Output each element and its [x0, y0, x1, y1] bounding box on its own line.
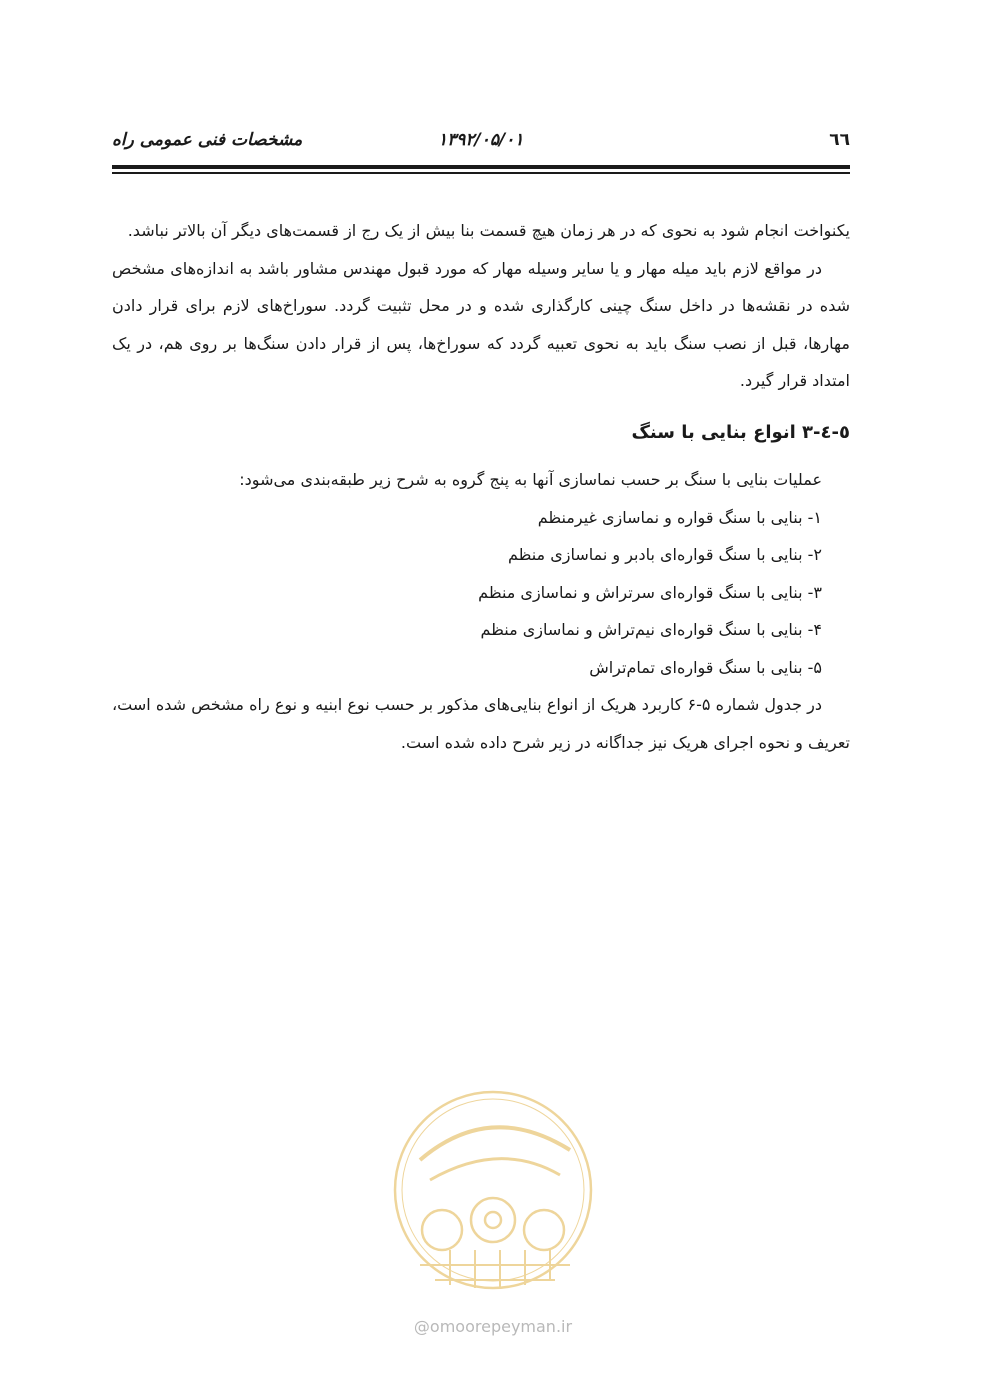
page-number: ٦٦ [829, 130, 850, 150]
page-body [112, 212, 850, 761]
section-intro: عملیات بنایی با سنگ بر حسب نماسازی آنها به پنج گروه به شرح زیر طبقه‌بندی می‌شود: [239, 470, 822, 489]
list-item: ۴- بنایی با سنگ قواره‌ای نیم‌تراش و نماسازی منظم [480, 620, 822, 639]
page-header [112, 122, 850, 162]
section-closing: در جدول شماره ۵-۶ کاربرد هریک از انواع بنایی‌های مذکور بر حسب نوع ابنیه و نوع راه مشخص شده است، تعریف و نحوه اجرای هریک نیز جداگانه در زیر شرح داده شده است. [112, 695, 850, 752]
list-item: ۱- بنایی با سنگ قواره و نماسازی غیرمنظم [537, 507, 822, 527]
watermark-caption: @omoorepeyman.ir [413, 1317, 573, 1336]
list-item: ۲- بنایی با سنگ قواره‌ای بادبر و نماسازی منظم [507, 545, 822, 564]
header-rule-thin [112, 172, 850, 174]
header-date: ۱۳۹۲/۰۵/۰۱ [438, 130, 524, 150]
paragraph-anchors: در مواقع لازم باید میله مهار و یا سایر وسیله مهار که مورد قبول مهندس مشاور باشد به اندازه‌های مشخص شده در نقشه‌ها در داخل سنگ چینی کارگذاری شده و در محل تثبیت گردد. سوراخ‌های لازم برای قرار دادن مهارها، قبل از نصب سنگ باید به نحوی تعبیه گردد که سوراخ‌ها، پس از قرار دادن سنگ‌ها بر روی هم، در یک امتداد قرار گیرد. [112, 258, 850, 390]
list-item: ۵- بنایی با سنگ قواره‌ای تمام‌تراش [589, 657, 822, 677]
section-heading: ٥-٤-٣ انواع بنایی با سنگ [631, 421, 850, 443]
masonry-types-list [112, 499, 850, 687]
paragraph-continuation: یکنواخت انجام شود به نحوی که در هر زمان هیچ قسمت بنا بیش از یک رج از قسمت‌های دیگر آن بالاتر نباشد. [127, 221, 850, 240]
header-title: مشخصات فنی عمومی راه [112, 130, 303, 150]
watermark-logo-icon [380, 1080, 606, 1340]
watermark [380, 1080, 606, 1340]
header-rule-thick [112, 165, 850, 169]
list-item: ۳- بنایی با سنگ قواره‌ای سرتراش و نماسازی منظم [478, 582, 822, 602]
